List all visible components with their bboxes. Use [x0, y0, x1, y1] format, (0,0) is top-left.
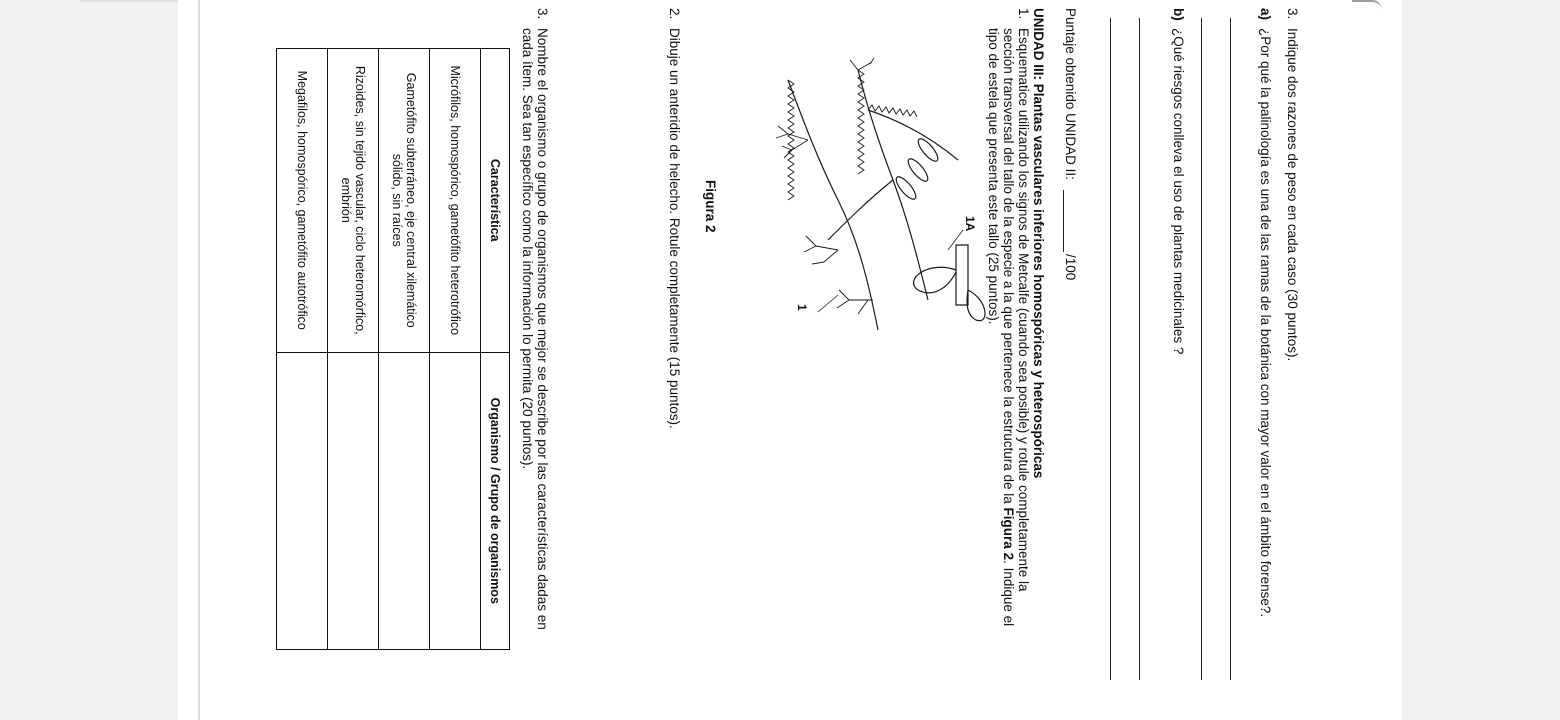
- roots: [850, 58, 874, 70]
- figure-2-caption: Figura 2: [703, 180, 718, 233]
- roots: [837, 290, 873, 314]
- plant-stem: [858, 70, 928, 300]
- score-label: Puntaje obtenido UNIDAD II:: [1063, 8, 1078, 180]
- table-header-row: [481, 49, 510, 650]
- figure-label-1: 1: [795, 304, 809, 311]
- table-cell-characteristic: Megafilos, homospórico, gametófito autotrófico: [277, 49, 328, 353]
- page-corner-curl: [1352, 0, 1382, 10]
- table-header-organism: Organismo / Grupo de organismos: [481, 352, 510, 650]
- table-cell-characteristic: Micrófilos, homospórico, gametófito heterotrófico: [430, 49, 481, 353]
- unit-3-question-1-line-2: sección transversal del tallo de la especie a la que pertenece la estructura de la Figura 2. Indique el: [1001, 28, 1016, 627]
- question-3b-text: ¿Qué riesgos conlleva el uso de plantas medicinales ?: [1171, 28, 1186, 355]
- strobilus: [893, 174, 919, 202]
- unit-3-title: UNIDAD III: Plantas vasculares inferiores homospóricas y heterospóricas: [1031, 8, 1046, 479]
- question-3b-label: b): [1171, 8, 1186, 21]
- unit-3-question-1-line-1: Esquematice utilizando los signos de Metcalfe (cuando sea posible) y rotule completamente la: [1016, 28, 1031, 592]
- question-3a-text: ¿Por qué la palinología es una de las ramas de la botánica con mayor valor en el ámbito forense?.: [1258, 28, 1273, 618]
- unit-3-question-3-line-1: Nombre el organismo o grupo de organismos que mejor se describe por las características dadas en: [535, 28, 550, 630]
- table-header-characteristic: Característica: [481, 49, 510, 353]
- strobilus: [915, 136, 941, 164]
- unit-3-question-2-text: Dibuje un anteridio de helecho. Rotule completamente (15 puntos).: [667, 28, 682, 429]
- leaf-scales: [858, 70, 864, 174]
- characteristics-table: [276, 48, 510, 650]
- table-row: [430, 49, 481, 650]
- figure-2-plant-illustration: [734, 50, 988, 350]
- table-cell-answer[interactable]: [328, 352, 379, 650]
- rotated-exam-sheet: [210, 0, 1310, 720]
- unit-3-question-2-number: 2.: [667, 8, 682, 20]
- plant-stem: [868, 110, 958, 160]
- unit-3-question-3-number: 3.: [535, 8, 550, 20]
- plant-stem: [828, 180, 893, 240]
- detail-stem-segment: [956, 245, 968, 305]
- question-3a-label: a): [1258, 8, 1273, 21]
- answer-line: [1110, 18, 1111, 680]
- table-row: [277, 49, 328, 650]
- table-row: [379, 49, 430, 650]
- answer-line: [1201, 18, 1202, 680]
- detail-leaf: [967, 290, 985, 321]
- score-suffix: /100: [1063, 254, 1078, 281]
- table-row: [328, 49, 379, 650]
- table-cell-answer[interactable]: [277, 352, 328, 650]
- question-3-text: Indique dos razones de peso en cada caso (30 puntos).: [1285, 28, 1300, 362]
- page-edge-shadow: [198, 0, 200, 720]
- unit-3-question-1-line-3: tipo de estela que presenta este tallo (25 puntos).: [986, 28, 1001, 325]
- table-cell-characteristic: Rizoides, sin tejido vascular, ciclo heteromórfico, embrión: [328, 49, 379, 353]
- question-3-number: 3.: [1285, 8, 1300, 20]
- label-leader: [818, 295, 838, 312]
- answer-line: [1139, 18, 1140, 680]
- strobilus: [905, 156, 931, 184]
- roots: [804, 236, 838, 264]
- table-cell-answer[interactable]: [379, 352, 430, 650]
- leaf-scales: [788, 80, 794, 200]
- detail-leaf: [913, 267, 956, 293]
- table-cell-characteristic: Gametófito subterráneo, eje central xilemático sólido, sin raíces: [379, 49, 430, 353]
- unit-3-question-1-number: 1.: [1016, 8, 1031, 20]
- unit-3-question-3-line-2: cada ítem. Sea tan específico como la información lo permita (20 puntos).: [520, 28, 535, 470]
- table-cell-answer[interactable]: [430, 352, 481, 650]
- answer-line: [1230, 18, 1231, 680]
- figure-label-1a: 1A: [963, 216, 977, 232]
- leaf-scales: [868, 105, 917, 117]
- score-blank: [1063, 190, 1064, 252]
